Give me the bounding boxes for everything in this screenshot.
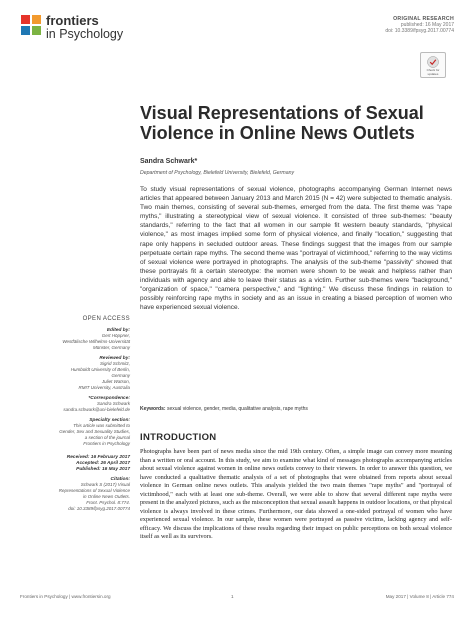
keywords-label: Keywords: <box>140 406 166 412</box>
citation-label: Citation: <box>110 477 130 482</box>
citation-line: Front. Psychol. 8:774. <box>86 500 130 505</box>
correspondence-name: Sandra Schwark <box>96 401 130 406</box>
title-line-2: Violence in Online News Outlets <box>140 122 415 143</box>
frontiers-logo[interactable] <box>20 14 123 41</box>
edited-by-label: Edited by: <box>106 328 130 333</box>
check-for-updates-badge[interactable] <box>420 52 446 78</box>
reviewer-line: RMIT University, Australia <box>78 385 130 390</box>
specialty-line: Frontiers in Psychology <box>83 441 130 446</box>
correspondence-email[interactable]: sandra.schwark@uni-bielefeld.de <box>63 407 130 412</box>
keywords <box>140 406 452 412</box>
reviewer-line: Humboldt University of Berlin, <box>70 367 130 372</box>
reviewer-line: Juliet Watson, <box>101 379 130 384</box>
reviewer-line: Sigrid Schmitz, <box>99 361 130 366</box>
introduction-heading: INTRODUCTION <box>140 432 217 443</box>
editor-line: Gert Höppner, <box>101 333 130 338</box>
open-access-label: OPEN ACCESS <box>82 316 130 322</box>
doi-link[interactable]: doi: 10.3389/fpsyg.2017.00774 <box>385 28 454 35</box>
specialty-section-label: Specialty section: <box>89 418 130 423</box>
author-name[interactable]: Sandra Schwark* <box>140 158 198 165</box>
citation-doi[interactable]: doi: 10.3389/fpsyg.2017.00774 <box>68 506 130 511</box>
reviewer-line: Germany <box>111 373 130 378</box>
title-line-1: Visual Representations of Sexual <box>140 103 424 123</box>
brand-name: frontiers <box>46 13 99 28</box>
specialty-line: Gender, Sex and Sexuality Studies, <box>59 429 130 434</box>
article-type: ORIGINAL RESEARCH <box>393 16 454 22</box>
introduction-text: Photographs have been part of news media since the mid 19th century. Often, a simple image can convey more meaning than a written or oral account. In this study, we aim to examine what kind of messages photographs accompanying articles about sexual violence against women in online news outlets convey to their viewers. In order to answer this question, we have conducted a qualitative thematic analysis of a set of photographs that were obtained from reports about sexual violence in German online news outlets. This analysis yielded the two main themes "rape myths" and "portrayal of victimhood," each with at least one sub-theme. Overall, we were able to show that several different rape myths were present in the analyzed pictures, such as the misconception that sexual assault happens in outdoor locations, or that physical violence is always involved in these crimes. Furthermore, our data showed a one-sided portrayal of women who have experienced sexual violence. In our sample, these women were portrayed as passive victims, lacking agency and self-efficacy. We discuss the implications of these results regarding their impact on public perceptions on both sexual violence itself as well as its survivors. <box>140 448 452 540</box>
citation-line: Schwark S (2017) Visual <box>80 482 130 487</box>
specialty-line: This article was submitted to <box>73 423 130 428</box>
specialty-line: a section of the journal <box>84 435 130 440</box>
issue-info: May 2017 | Volume 8 | Article 774 <box>385 594 454 599</box>
reviewed-by-label: Reviewed by: <box>99 356 130 361</box>
author-affiliation: Department of Psychology, Bielefeld University, Bielefeld, Germany <box>140 170 295 176</box>
editor-line: Westfälische Wilhelms-Universität <box>62 339 130 344</box>
citation-line: in Online News Outlets. <box>82 494 130 499</box>
crossmark-icon <box>427 56 439 68</box>
journal-website[interactable]: Frontiers in Psychology | www.frontiersin.org <box>20 594 111 599</box>
journal-subtitle: in Psychology <box>46 26 124 41</box>
citation-line: Representations of Sexual Violence <box>58 488 130 493</box>
page-number: 1 <box>231 594 234 599</box>
article-title <box>140 104 460 144</box>
keywords-list: sexual violence, gender, media, qualitative analysis, rape myths <box>166 406 308 412</box>
journal-name <box>46 14 123 41</box>
article-meta <box>385 16 454 34</box>
accepted-date: Accepted: 26 April 2017 <box>76 461 130 466</box>
frontiers-logo-icon <box>20 14 42 36</box>
article-sidebar <box>20 316 130 512</box>
correspondence-label: *Correspondence: <box>88 396 130 401</box>
published-date-sidebar: Published: 16 May 2017 <box>76 467 130 472</box>
received-date: Received: 16 February 2017 <box>66 455 130 460</box>
published-date: published: 16 May 2017 <box>400 22 454 29</box>
editor-line: Münster, Germany <box>92 345 130 350</box>
crossmark-label: Check for updates <box>426 68 440 76</box>
abstract-text: To study visual representations of sexual violence, photographs accompanying German Internet news articles that appeared between January 2013 and March 2015 (N = 42) were subjected to thematic analysis. Two main themes, consisting of several sub-themes, emerged from the data. The first theme was "rape myths," illustrating a stereotypical view of sexual violence. It consisted of three sub-themes: "beauty standards," referring to the fact that all women in our sample fit western beauty standards, "physical violence," as most images implied some form of physical violence, and finally "location," suggesting that rape only happens in secluded outdoor areas. These findings suggest that the images from our sample perpetuate certain rape myths. The second theme was "portrayal of victimhood," referring to the way victims of sexual violence were portrayed in photographs. The analysis of the sub-theme "passivity" showed that these portrayals fit a certain stereotype: the women were shown to be weak and helpless rather than individuals with agency and able to leave their status as a victim. Further sub-themes were "background," "organization of space," "camera perspective," and "lighting." We discuss these findings in relation to possibly reinforcing rape myths in society and as an issue in creating a biased perception of women who have experienced sexual violence. <box>140 186 452 312</box>
